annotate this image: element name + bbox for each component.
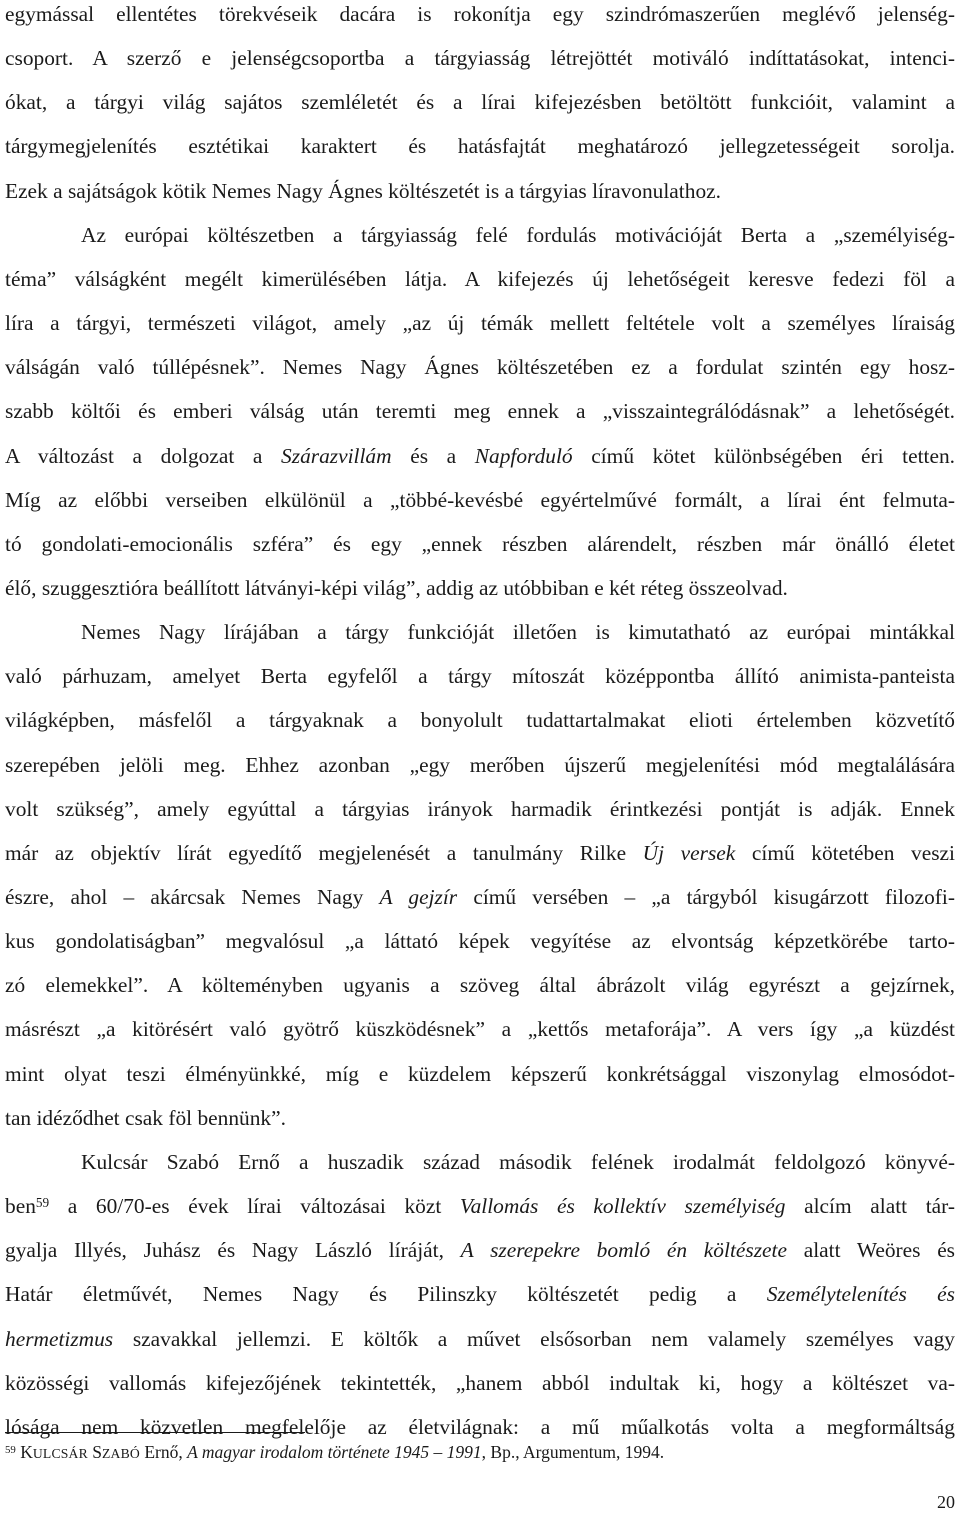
text-run: közösségi vallomás kifejezőjének tekintették, „hanem abból indultak ki, hogy a költészet va- [5, 1370, 955, 1395]
text-line [5, 220, 955, 250]
text-line [5, 1235, 955, 1265]
text-line [5, 882, 955, 912]
text-run: A változást a dolgozat a [5, 443, 282, 468]
text-line [5, 1014, 955, 1044]
text-line [5, 264, 955, 294]
text-run: csoport. A szerző e jelenségcsoportba a tárgyiasság létrejöttét motiváló indíttatásokat, intenci- [5, 46, 955, 71]
text-line [5, 396, 955, 426]
italic-title: Vallomás és kollektív személyiség [459, 1194, 786, 1219]
text-line [5, 0, 955, 29]
text-run: ókat, a tárgyi világ sajátos szemléletét és a lírai kifejezésben betöltött funkcióit, valamint a [5, 90, 955, 115]
text-run: volt szükség”, amely egyúttal a tárgyias irányok harmadik érintkezési pontját is adják. Ennek [5, 796, 955, 821]
text-line [5, 617, 955, 647]
italic-title: Szárazvillám [281, 443, 392, 468]
italic-title: Új versek [642, 840, 736, 865]
text-line [5, 529, 955, 559]
text-line [5, 1324, 955, 1354]
text-run: K [15, 1442, 33, 1462]
text-line [5, 573, 955, 603]
text-line [5, 794, 955, 824]
text-run: kus gondolatiságban” megvalósul „a láttató képek vegyítése az elvontság képzetkörébe tarto- [5, 929, 955, 954]
text-line [5, 87, 955, 117]
text-run: gyalja Illyés, Juhász és Nagy László líráját, [5, 1238, 461, 1263]
text-run: című kötet különbségében éri tetten. [572, 443, 956, 468]
text-run: és a [391, 443, 475, 468]
text-run: című versében – „a tárgyból kisugárzott filozofi- [457, 885, 955, 909]
text-run: Az európai költészetben a tárgyiasság felé fordulás motivációját Berta a „személyiség- [81, 222, 955, 247]
text-run: líra a tárgyi, természeti világot, amely „az új témák mellett feltétele volt a személyes líraiság [5, 311, 955, 336]
text-run: tan idéződhet csak föl bennünk”. [5, 1105, 286, 1130]
text-line [5, 485, 955, 515]
text-run: észre, ahol – akárcsak Nemes Nagy [5, 885, 380, 909]
text-line [5, 838, 955, 868]
footnote-ref: 59 [35, 1195, 50, 1211]
footnote-number: 59 [5, 1444, 16, 1457]
italic-title: Személytelenítés és [766, 1282, 955, 1307]
text-run: téma” válságként megélt kimerülésében látja. A kifejezés új lehetőségeit keresve fedezi föl a [5, 266, 955, 291]
text-run: élő, szuggesztióra beállított látványi-képi világ”, addig az utóbbiban e két réteg összeolvad. [5, 575, 788, 600]
text-line [5, 1412, 955, 1442]
text-run: egymással ellentétes törekvéseik dacára is rokonítja egy szindrómaszerűen meglévő jelenség- [5, 2, 955, 26]
italic-title: hermetizmus [5, 1326, 114, 1351]
italic-title: A magyar irodalom története 1945 – 1991 [187, 1442, 482, 1462]
text-line [5, 1059, 955, 1089]
text-run: című kötetében veszi [735, 840, 955, 865]
text-line [5, 1279, 955, 1309]
text-run: szabb költői és emberi válság után teremti meg ennek a „visszaintegrálódásnak” a lehetőségét. [5, 399, 955, 424]
text-line [5, 441, 955, 471]
small-caps-text: ZABÓ [102, 1446, 140, 1461]
text-line [5, 43, 955, 73]
text-run: a 60/70-es évek lírai változásai közt [49, 1194, 460, 1219]
text-run: ben [5, 1194, 36, 1219]
italic-title: Napforduló [474, 443, 573, 468]
page-number: 20 [937, 1492, 955, 1512]
text-run: Míg az előbbi verseiben elkülönül a „többé-kevésbé egyértelművé formált, a lírai ént felmuta- [5, 487, 955, 512]
text-run: zó elemekkel”. A költeményben ugyanis a szöveg által ábrázolt világ egyrészt a gejzírnek, [5, 973, 955, 998]
text-line [5, 1191, 955, 1221]
text-line [5, 750, 955, 780]
text-line [5, 352, 955, 382]
text-line [5, 1368, 955, 1398]
text-run: , Bp., Argumentum, 1994. [481, 1442, 665, 1462]
text-run: Ernő, [139, 1442, 188, 1462]
footnote-59 [5, 1440, 905, 1466]
text-line [5, 1147, 955, 1177]
text-line [5, 131, 955, 161]
text-line [5, 926, 955, 956]
footnote-separator [5, 1432, 305, 1433]
text-run: tó gondolati-emocionális szféra” és egy „ennek részben alárendelt, részben már önálló életet [5, 531, 955, 556]
text-run: Határ életművét, Nemes Nagy és Pilinszky költészetét pedig a [5, 1282, 767, 1307]
text-run: lósága nem közvetlen megfelelője az életvilágnak: a mű műalkotás volta a megformáltság [5, 1414, 955, 1439]
italic-title: A szerepekre bomló én költészete [460, 1238, 787, 1263]
small-caps-text: ULCSÁR [32, 1446, 88, 1461]
text-run: Nemes Nagy lírájában a tárgy funkcióját illetően is kimutatható az európai mintákkal [81, 620, 955, 645]
text-line [5, 176, 955, 206]
text-run: válságán való túllépésnek”. Nemes Nagy Ágnes költészetében ez a fordulat szintén egy hosz- [5, 355, 955, 380]
italic-title: A gejzír [379, 885, 458, 909]
text-run: Ezek a sajátságok kötik Nemes Nagy Ágnes költészetét is a tárgyias líravonulathoz. [5, 178, 721, 203]
text-run: való párhuzam, amelyet Berta egyfelől a tárgy mítoszát középpontba állító animista-panteista [5, 664, 955, 689]
text-run: már az objektív lírát egyedítő megjelenését a tanulmány Rilke [5, 840, 643, 865]
text-run: másrészt „a kitörésért való gyötrő küszködésnek” a „kettős metaforája”. A vers így „a küzdést [5, 1017, 955, 1042]
text-run: világképben, másfelől a tárgyaknak a bonyolult tudattartalmakat elioti értelemben közvetítő [5, 708, 955, 733]
text-line [5, 705, 955, 735]
text-line [5, 970, 955, 1000]
text-run: S [87, 1442, 102, 1462]
text-run: szerepében jelöli meg. Ehhez azonban „egy merőben újszerű megjelenítési mód megtalálására [5, 752, 955, 777]
text-run: alatt Weöres és [786, 1238, 956, 1263]
text-line [5, 308, 955, 338]
text-line [5, 661, 955, 691]
text-run: tárgymegjelenítés esztétikai karaktert és hatásfajtát meghatározó jellegzetességeit sorolja. [5, 134, 955, 159]
text-run: Kulcsár Szabó Ernő a huszadik század második felének irodalmát feldolgozó könyvé- [81, 1149, 955, 1174]
text-line [5, 1103, 955, 1133]
text-run: alcím alatt tár- [785, 1194, 955, 1219]
text-run: mint olyat teszi élményünkké, míg e küzdelem képszerű konkrétsággal viszonylag elmosódot- [5, 1061, 955, 1086]
text-run: szavakkal jellemzi. E költők a művet elsősorban nem valamely személyes vagy [113, 1326, 955, 1351]
